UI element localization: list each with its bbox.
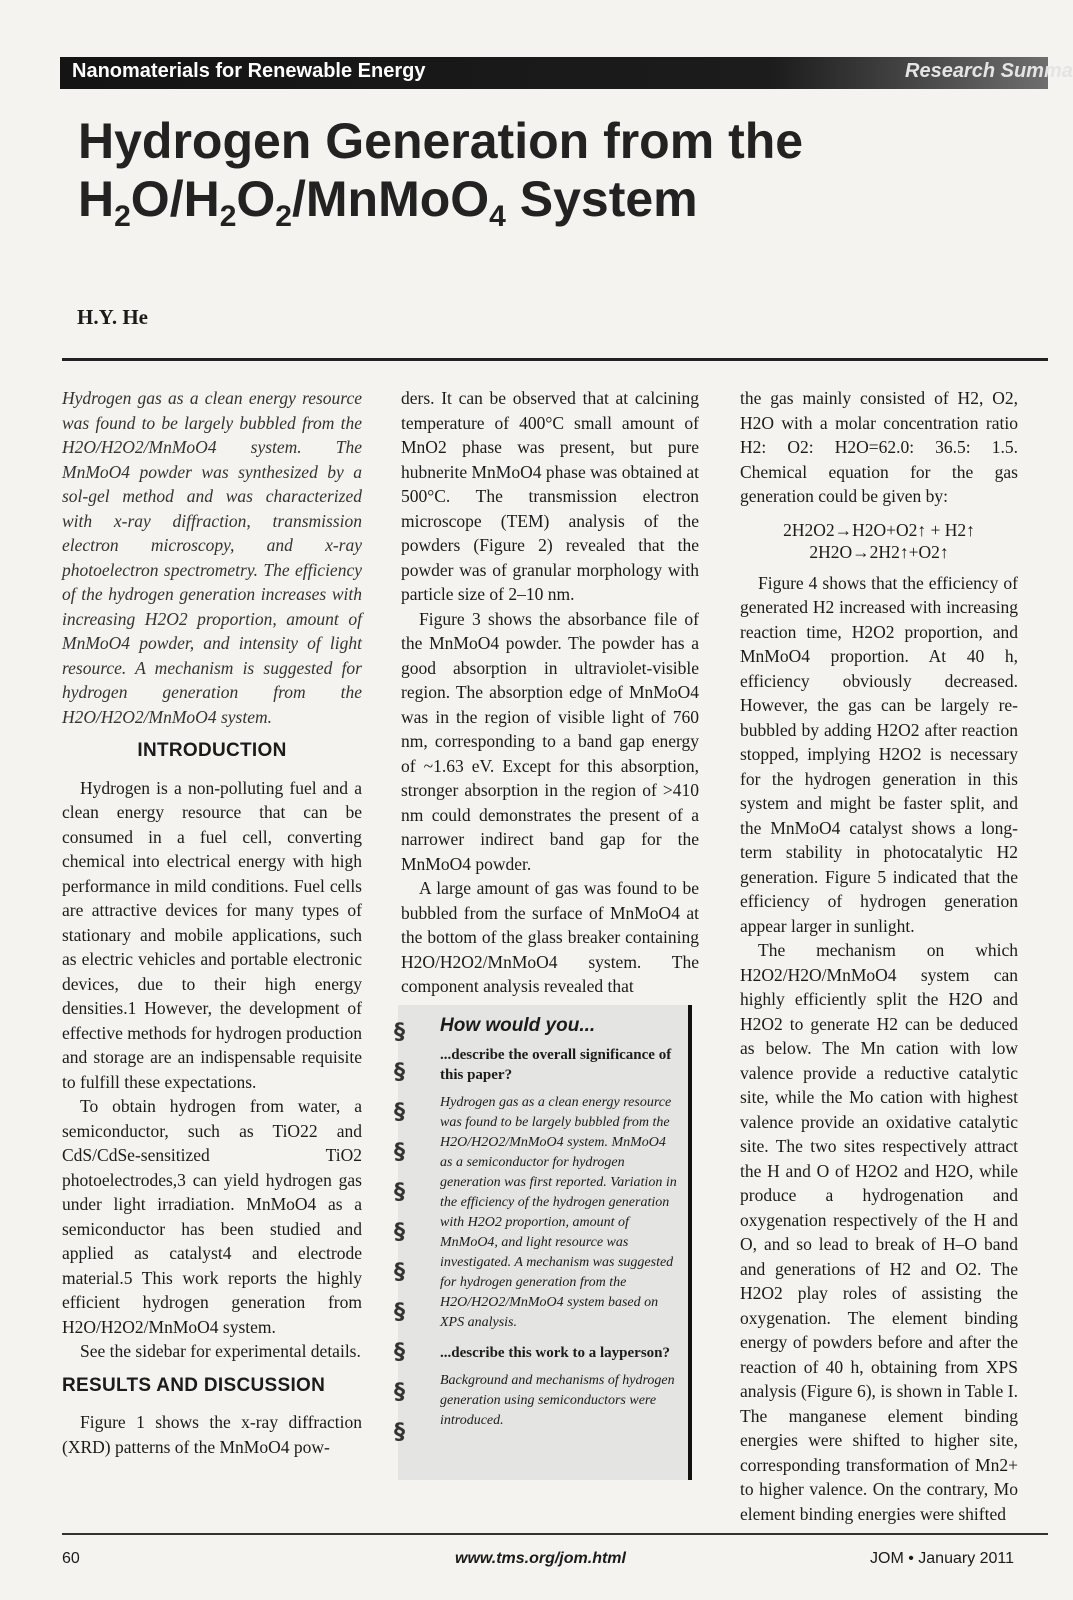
abstract: Hydrogen gas as a clean energy resource was found to be largely bubbled from the H2O/H2O2/MnMoO4 system. The MnMoO4 powder was synthesized by a sol-gel method and was characterized with x-ray diffraction, transmission electron microscopy, and x-ray photoelectron spectrometry. The efficiency of the hydrogen generation increases with increasing H2O2 proportion, amount of MnMoO4 powder, and intensity of light resource. A mechanism is suggested for hydrogen generation from the H2O/H2O2/MnMoO4 system. (62, 388, 362, 727)
equation: 2H2O→2H2↑+O2↑ (809, 541, 949, 562)
article-title (78, 112, 978, 233)
paragraph: A large amount of gas was found to be bubbled from the surface of MnMoO4 at the bottom of the glass breaker containing H2O/H2O2/MnMoO4 system. The component analysis revealed that (401, 878, 699, 996)
title-line-1: Hydrogen Generation from the (78, 113, 804, 169)
sidebar-question: ...describe the overall significance of this paper? (440, 1047, 672, 1083)
paragraph: ders. It can be observed that at calcining temperature of 400°C small amount of MnO2 phase was present, but pure hubnerite MnMoO4 phase was obtained at 500°C. The transmission electron microscope (TEM) analysis of the powders (Figure 2) revealed that the powder was of granular morphology with particle size of 2–10 nm. (401, 388, 699, 604)
author-name: H.Y. He (77, 305, 148, 329)
introduction-heading: INTRODUCTION (137, 740, 287, 761)
paragraph: The mechanism on which H2O2/H2O/MnMoO4 system can highly efficiently split the H2O and H2O2 to generate H2 can be deduced as below. The Mn cation with low valence provide a reductive catalytic site, while the Mo cation with highest valence provide an oxidative catalytic site. The two sites respectively attract the H and O of H2O2 and H2O, while produce a hydrogenation and oxygenation respectively of the H and O, and so lead to break of H–O band and generations of H2 and O2. The H2O2 play roles of assisting the oxygenation. The element binding energy of powders before and after the reaction of 40 h, obtaining from XPS analysis (Figure 6), is shown in Table I. The manganese element binding energies were shifted to higher site, corresponding transformation of Mn2+ to higher valence. On the contrary, Mo element binding energies were shifted (740, 940, 1018, 1524)
page-number: 60 (62, 1550, 80, 1567)
column-1 (62, 386, 362, 1459)
category-label: Research Summa (905, 60, 1073, 82)
header-rule (62, 358, 1048, 361)
results-heading: RESULTS AND DISCUSSION (62, 1374, 326, 1396)
sidebar-question: ...describe this work to a layperson? (440, 1345, 670, 1361)
journal-issue: JOM • January 2011 (870, 1550, 1015, 1567)
chemical-equations (740, 519, 1018, 563)
sidebar-answer: Background and mechanisms of hydrogen generation using semiconductors were introduced. (440, 1373, 675, 1428)
paragraph: Figure 4 shows that the efficiency of generated H2 increased with increasing reaction time, H2O2 proportion, and MnMoO4 proportion. At 40 h, efficiency obviously decreased. However, the gas can be largely re-bubbled by adding H2O2 after reaction stopped, implying H2O2 is necessary for the hydrogen generation in this system and might be faster split, and the MnMoO4 catalyst shows a long-term stability in photocatalytic H2 generation. Figure 5 indicated that the efficiency of hydrogen generation appear larger in sunlight. (740, 572, 1018, 936)
equation: 2H2O2→H2O+O2↑ + H2↑ (783, 519, 975, 540)
paragraph: Hydrogen is a non-polluting fuel and a clean energy resource that can be consumed in a fuel cell, converting chemical into electrical energy with high performance in mild conditions. Fuel cells are attractive devices for many types of stationary and mobile applications, such as electric vehicles and portable electronic devices, due to their high energy densities.1 However, the development of effective methods for hydrogen production and storage are an indispensable requisite to fulfill these expectations. (62, 777, 363, 1092)
paragraph: the gas mainly consisted of H2, O2, H2O with a molar concentration ratio H2: O2: H2O=62.0: 36.5: 1.5. Chemical equation for the gas generation could be given by: (740, 388, 1018, 506)
paragraph: To obtain hydrogen from water, a semiconductor, such as TiO22 and CdS/CdSe-sensitized TiO2 photoelectrodes,3 can yield hydrogen gas under light irradiation. MnMoO4 as a semiconductor has been studied and applied as catalyst4 and electrode material.5 This work reports the highly efficient hydrogen generation from H2O/H2O2/MnMoO4 system. (62, 1096, 362, 1337)
spiral-binding-decoration: § § § § § § § § § § § (394, 1020, 405, 1445)
how-would-you-sidebar (394, 1005, 692, 1480)
paragraph: See the sidebar for experimental details. (80, 1341, 361, 1361)
sidebar-title: How would you... (440, 1015, 596, 1036)
sidebar-answer: Hydrogen gas as a clean energy resource was found to be largely bubbled from the H2O/H2O2/MnMoO4 system. MnMoO4 as a semiconductor for hydrogen generation was first reported. Variation in the efficiency of the hydrogen generation with H2O2 proportion, amount of MnMoO4, and light resource was investigated. A mechanism was suggested for hydrogen generation from the H2O/H2O2/MnMoO4 system based on XPS analysis. (440, 1095, 677, 1330)
column-3 (740, 386, 1018, 1526)
paragraph: Figure 3 shows the absorbance file of the MnMoO4 powder. The powder has a good absorption in ultraviolet-visible region. The absorption edge of MnMoO4 was in the region of visible light of 760 nm, corresponding to a band gap energy of ~1.63 eV. Except for this absorption, stronger absorption in the region of >410 nm could demonstrates the present of a narrower indirect band gap for the MnMoO4 powder. (401, 608, 699, 874)
section-banner (60, 57, 1073, 89)
footer-rule (62, 1533, 1048, 1535)
title-line-2: $H_2O/H_2O_2/MnMoO_4$ System (78, 171, 698, 233)
journal-url: www.tms.org/jom.html (455, 1550, 626, 1567)
column-2 (401, 386, 699, 999)
paragraph: Figure 1 shows the x-ray diffraction (XRD) patterns of the MnMoO4 pow- (62, 1412, 362, 1457)
section-label: Nanomaterials for Renewable Energy (72, 60, 426, 82)
